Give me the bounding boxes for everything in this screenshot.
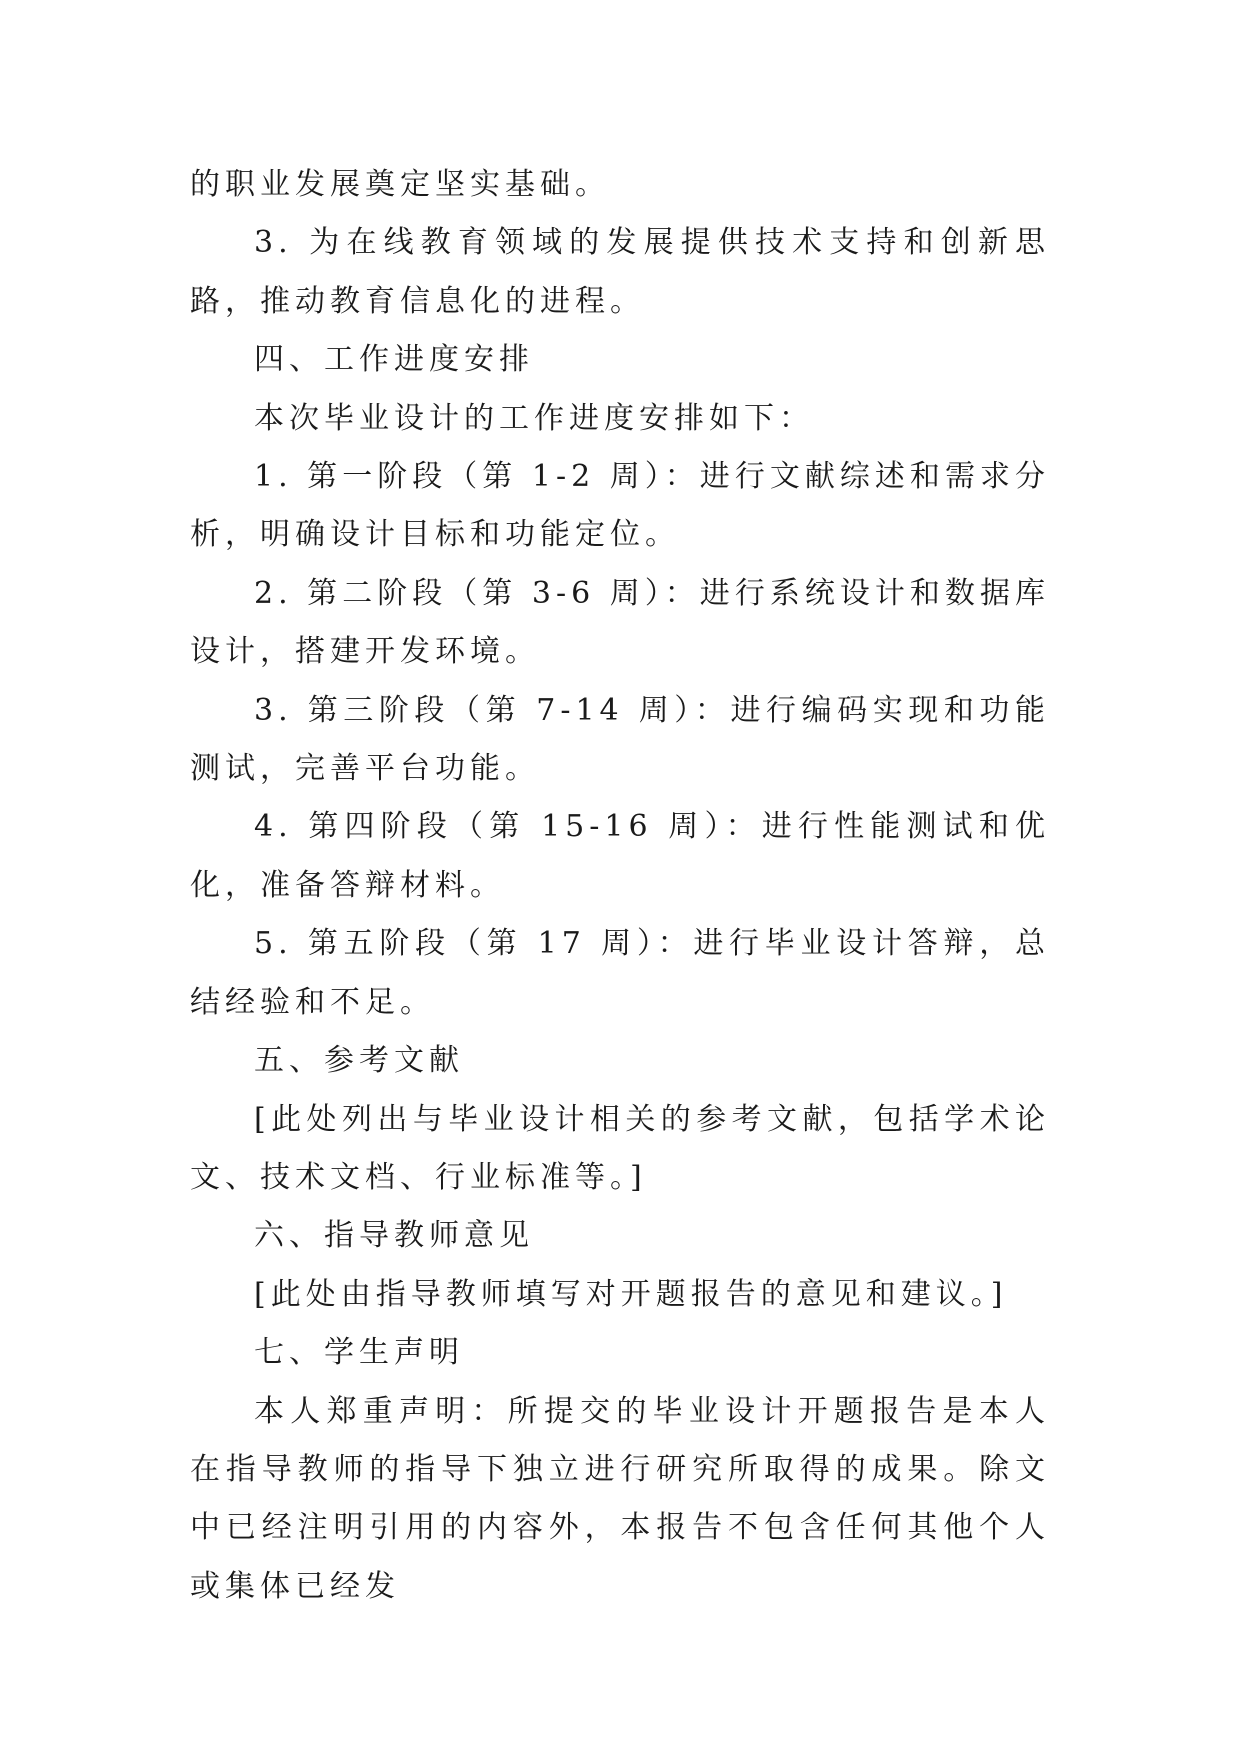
section-heading-references: 五、参考文献 (254, 1043, 464, 1079)
schedule-stage-2: 2. 第二阶段（第 3-6 周）：进行系统设计和数据库设计，搭建开发环境。 (190, 575, 1050, 670)
list-item-goal-3: 3. 为在线教育领域的发展提供技术支持和创新思路，推动教育信息化的进程。 (190, 225, 1050, 319)
schedule-intro: 本次毕业设计的工作进度安排如下： (254, 400, 814, 436)
schedule-stage-5: 5. 第五阶段（第 17 周）：进行毕业设计答辩，总结经验和不足。 (190, 926, 1050, 1020)
schedule-stage-3: 3. 第三阶段（第 7-14 周）：进行编码实现和功能测试，完善平台功能。 (190, 692, 1050, 787)
paragraph-continuation: 的职业发展奠定坚实基础。 (190, 167, 610, 202)
section-heading-advisor-opinion: 六、指导教师意见 (254, 1218, 534, 1254)
advisor-opinion-placeholder: [此处由指导教师填写对开题报告的意见和建议。] (254, 1276, 1008, 1312)
student-statement-text: 本人郑重声明：所提交的毕业设计开题报告是本人在指导教师的指导下独立进行研究所取得的成果。除文中已经注明引用的内容外，本报告不包含任何其他个人或集体已经发 (190, 1393, 1050, 1604)
document-body (190, 156, 1050, 1616)
section-heading-schedule: 四、工作进度安排 (254, 342, 534, 378)
schedule-stage-1: 1. 第一阶段（第 1-2 周）：进行文献综述和需求分析，明确设计目标和功能定位。 (190, 459, 1050, 553)
references-placeholder: [此处列出与毕业设计相关的参考文献，包括学术论文、技术文档、行业标准等。] (190, 1101, 1050, 1195)
section-heading-student-statement: 七、学生声明 (254, 1335, 464, 1371)
schedule-stage-4: 4. 第四阶段（第 15-16 周）：进行性能测试和优化，准备答辩材料。 (190, 809, 1050, 903)
